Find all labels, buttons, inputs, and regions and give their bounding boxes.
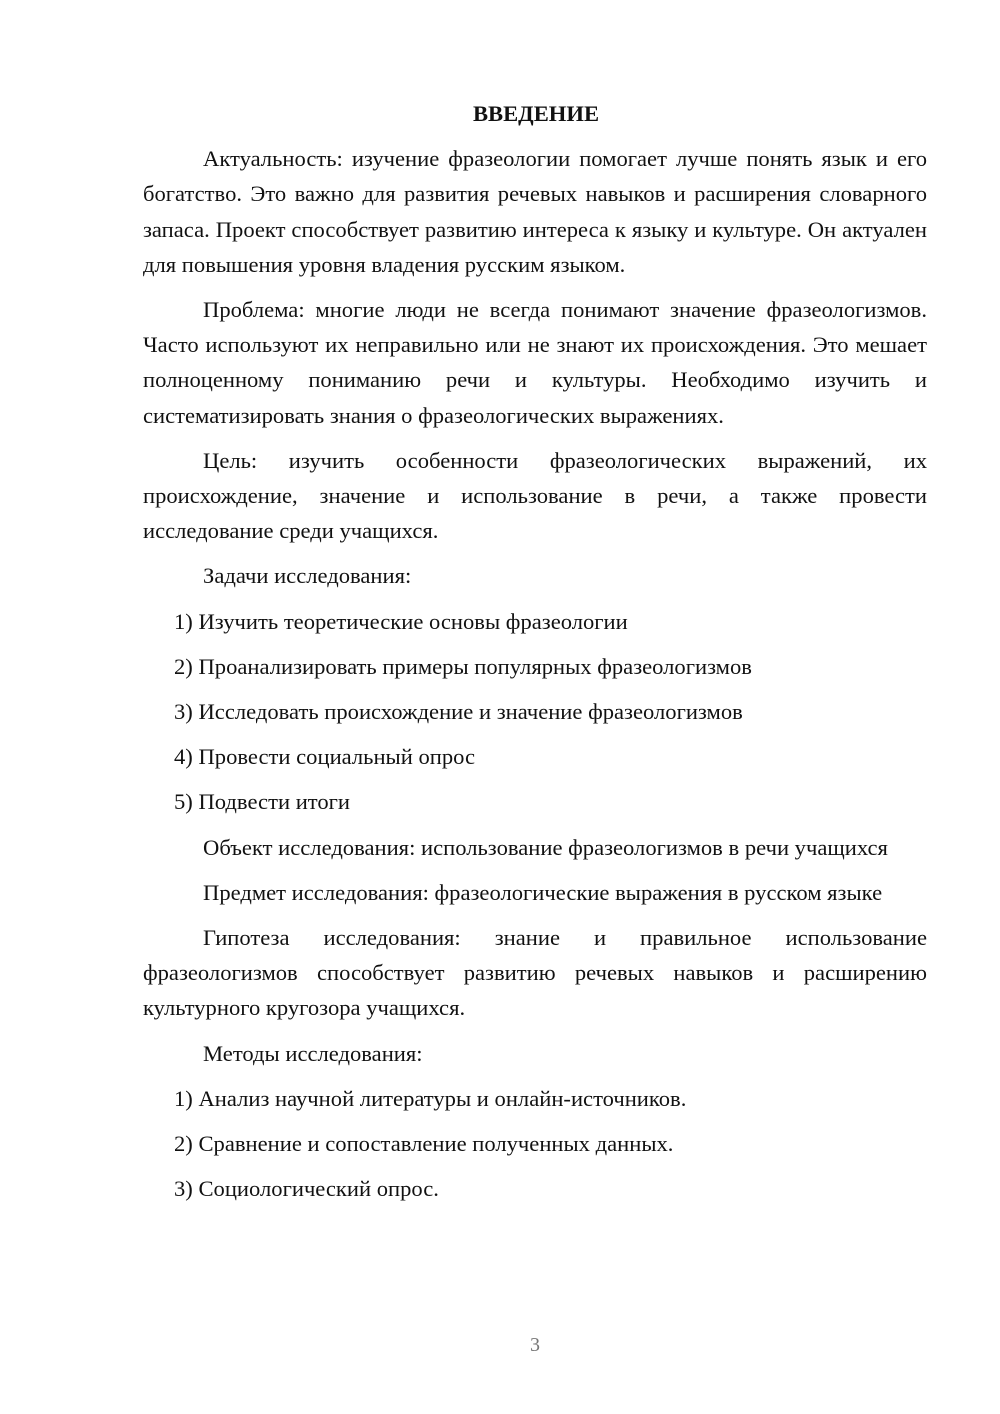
task-item-3: 3) Исследовать происхождение и значение фразеологизмов: [174, 699, 743, 725]
method-item-2: 2) Сравнение и сопоставление полученных данных.: [174, 1131, 674, 1157]
hypothesis-paragraph: Гипотеза исследования: знание и правильное использование фразеологизмов способствует развитию речевых навыков и расширению культурного кругозора учащихся.: [143, 925, 927, 1021]
object-paragraph: Объект исследования: использование фразеологизмов в речи учащихся: [203, 834, 888, 860]
page-title: ВВЕДЕНИЕ: [472, 101, 600, 126]
problem-paragraph: Проблема: многие люди не всегда понимают значение фразеологизмов. Часто используют их неправильно или не знают их происхождения. Это мешает полноценному пониманию речи и культуры. Необходимо изучить и систематизировать знания о фразеологических выражениях.: [143, 297, 927, 428]
task-item-1: 1) Изучить теоретические основы фразеологии: [174, 608, 628, 634]
subject-paragraph: Предмет исследования: фразеологические выражения в русском языке: [203, 879, 883, 905]
goal-paragraph: Цель: изучить особенности фразеологических выражений, их происхождение, значение и использование в речи, а также провести исследование среди учащихся.: [143, 447, 927, 544]
task-item-4: 4) Провести социальный опрос: [174, 744, 476, 770]
task-item-5: 5) Подвести итоги: [174, 789, 351, 815]
document-page: [143, 96, 927, 1216]
relevance-paragraph: Актуальность: изучение фразеологии помогает лучше понять язык и его богатство. Это важно для развития речевых навыков и расширения словарного запаса. Проект способствует развитию интереса к языку и культуре. Он актуален для повышения уровня владения русским языком.: [143, 146, 927, 277]
method-item-3: 3) Социологический опрос.: [174, 1176, 439, 1202]
task-item-2: 2) Проанализировать примеры популярных фразеологизмов: [174, 653, 752, 679]
methods-heading: Методы исследования:: [203, 1040, 423, 1066]
method-item-1: 1) Анализ научной литературы и онлайн-источников.: [174, 1085, 687, 1111]
page-number: 3: [530, 1334, 540, 1356]
tasks-heading: Задачи исследования:: [203, 563, 412, 589]
